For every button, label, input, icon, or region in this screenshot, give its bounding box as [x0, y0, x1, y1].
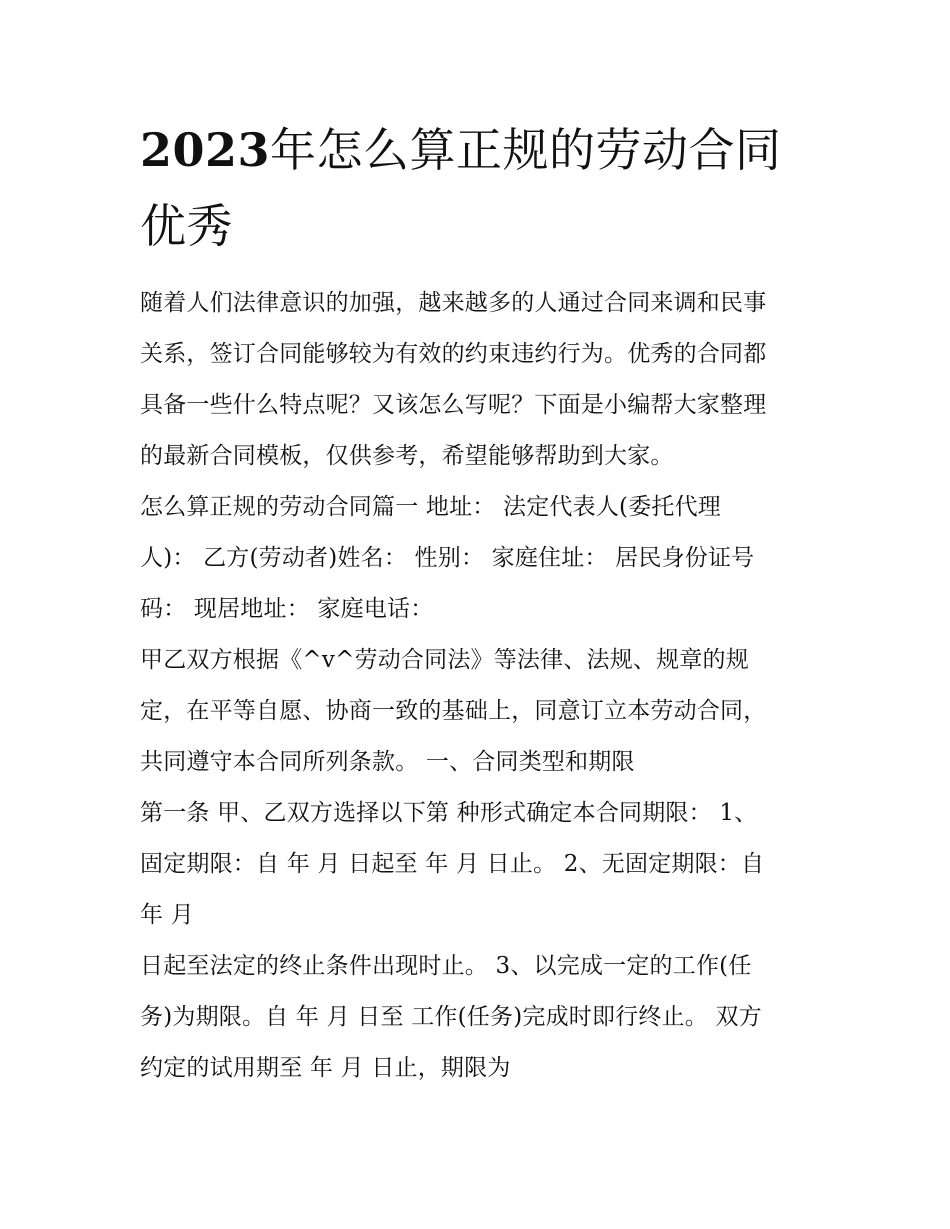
document-title — [140, 112, 820, 264]
document-body — [140, 278, 820, 1094]
title-text: 年怎么算正规的劳动合同 优秀 — [140, 123, 782, 253]
legal-basis-paragraph: 甲乙双方根据《^v^劳动合同法》等法律、法规、规章的规 定，在平等自愿、协商一致的基础上，同意订立本劳动合同， 共同遵守本合同所列条款。 一、合同类型和期限 — [140, 647, 767, 775]
document-page — [140, 112, 820, 1094]
intro-paragraph: 随着人们法律意识的加强，越来越多的人通过合同来调和民事 关系，签订合同能够较为有效的约束违约行为。优秀的合同都 具备一些什么特点呢？又该怎么写呢？下面是小编帮大家整理 的最新合同模板，仅供参考，希望能够帮助到大家。 — [140, 290, 767, 469]
title-year: 2023 — [140, 123, 271, 177]
contract-parties-paragraph: 怎么算正规的劳动合同篇一 地址： 法定代表人(委托代理 人)： 乙方(劳动者)姓名： 性别： 家庭住址： 居民身份证号 码： 现居地址： 家庭电话： — [140, 494, 755, 622]
contract-term-paragraph: 日起至法定的终止条件出现时止。 3、以完成一定的工作(任 务)为期限。自 年 月 日至 工作(任务)完成时即行终止。 双方 约定的试用期至 年 月 日止，期限为 — [140, 953, 762, 1081]
article-one-paragraph: 第一条 甲、乙双方选择以下第 种形式确定本合同期限： 1、 固定期限：自 年 月 日起至 年 月 日止。 2、无固定期限：自 年 月 — [140, 800, 765, 928]
